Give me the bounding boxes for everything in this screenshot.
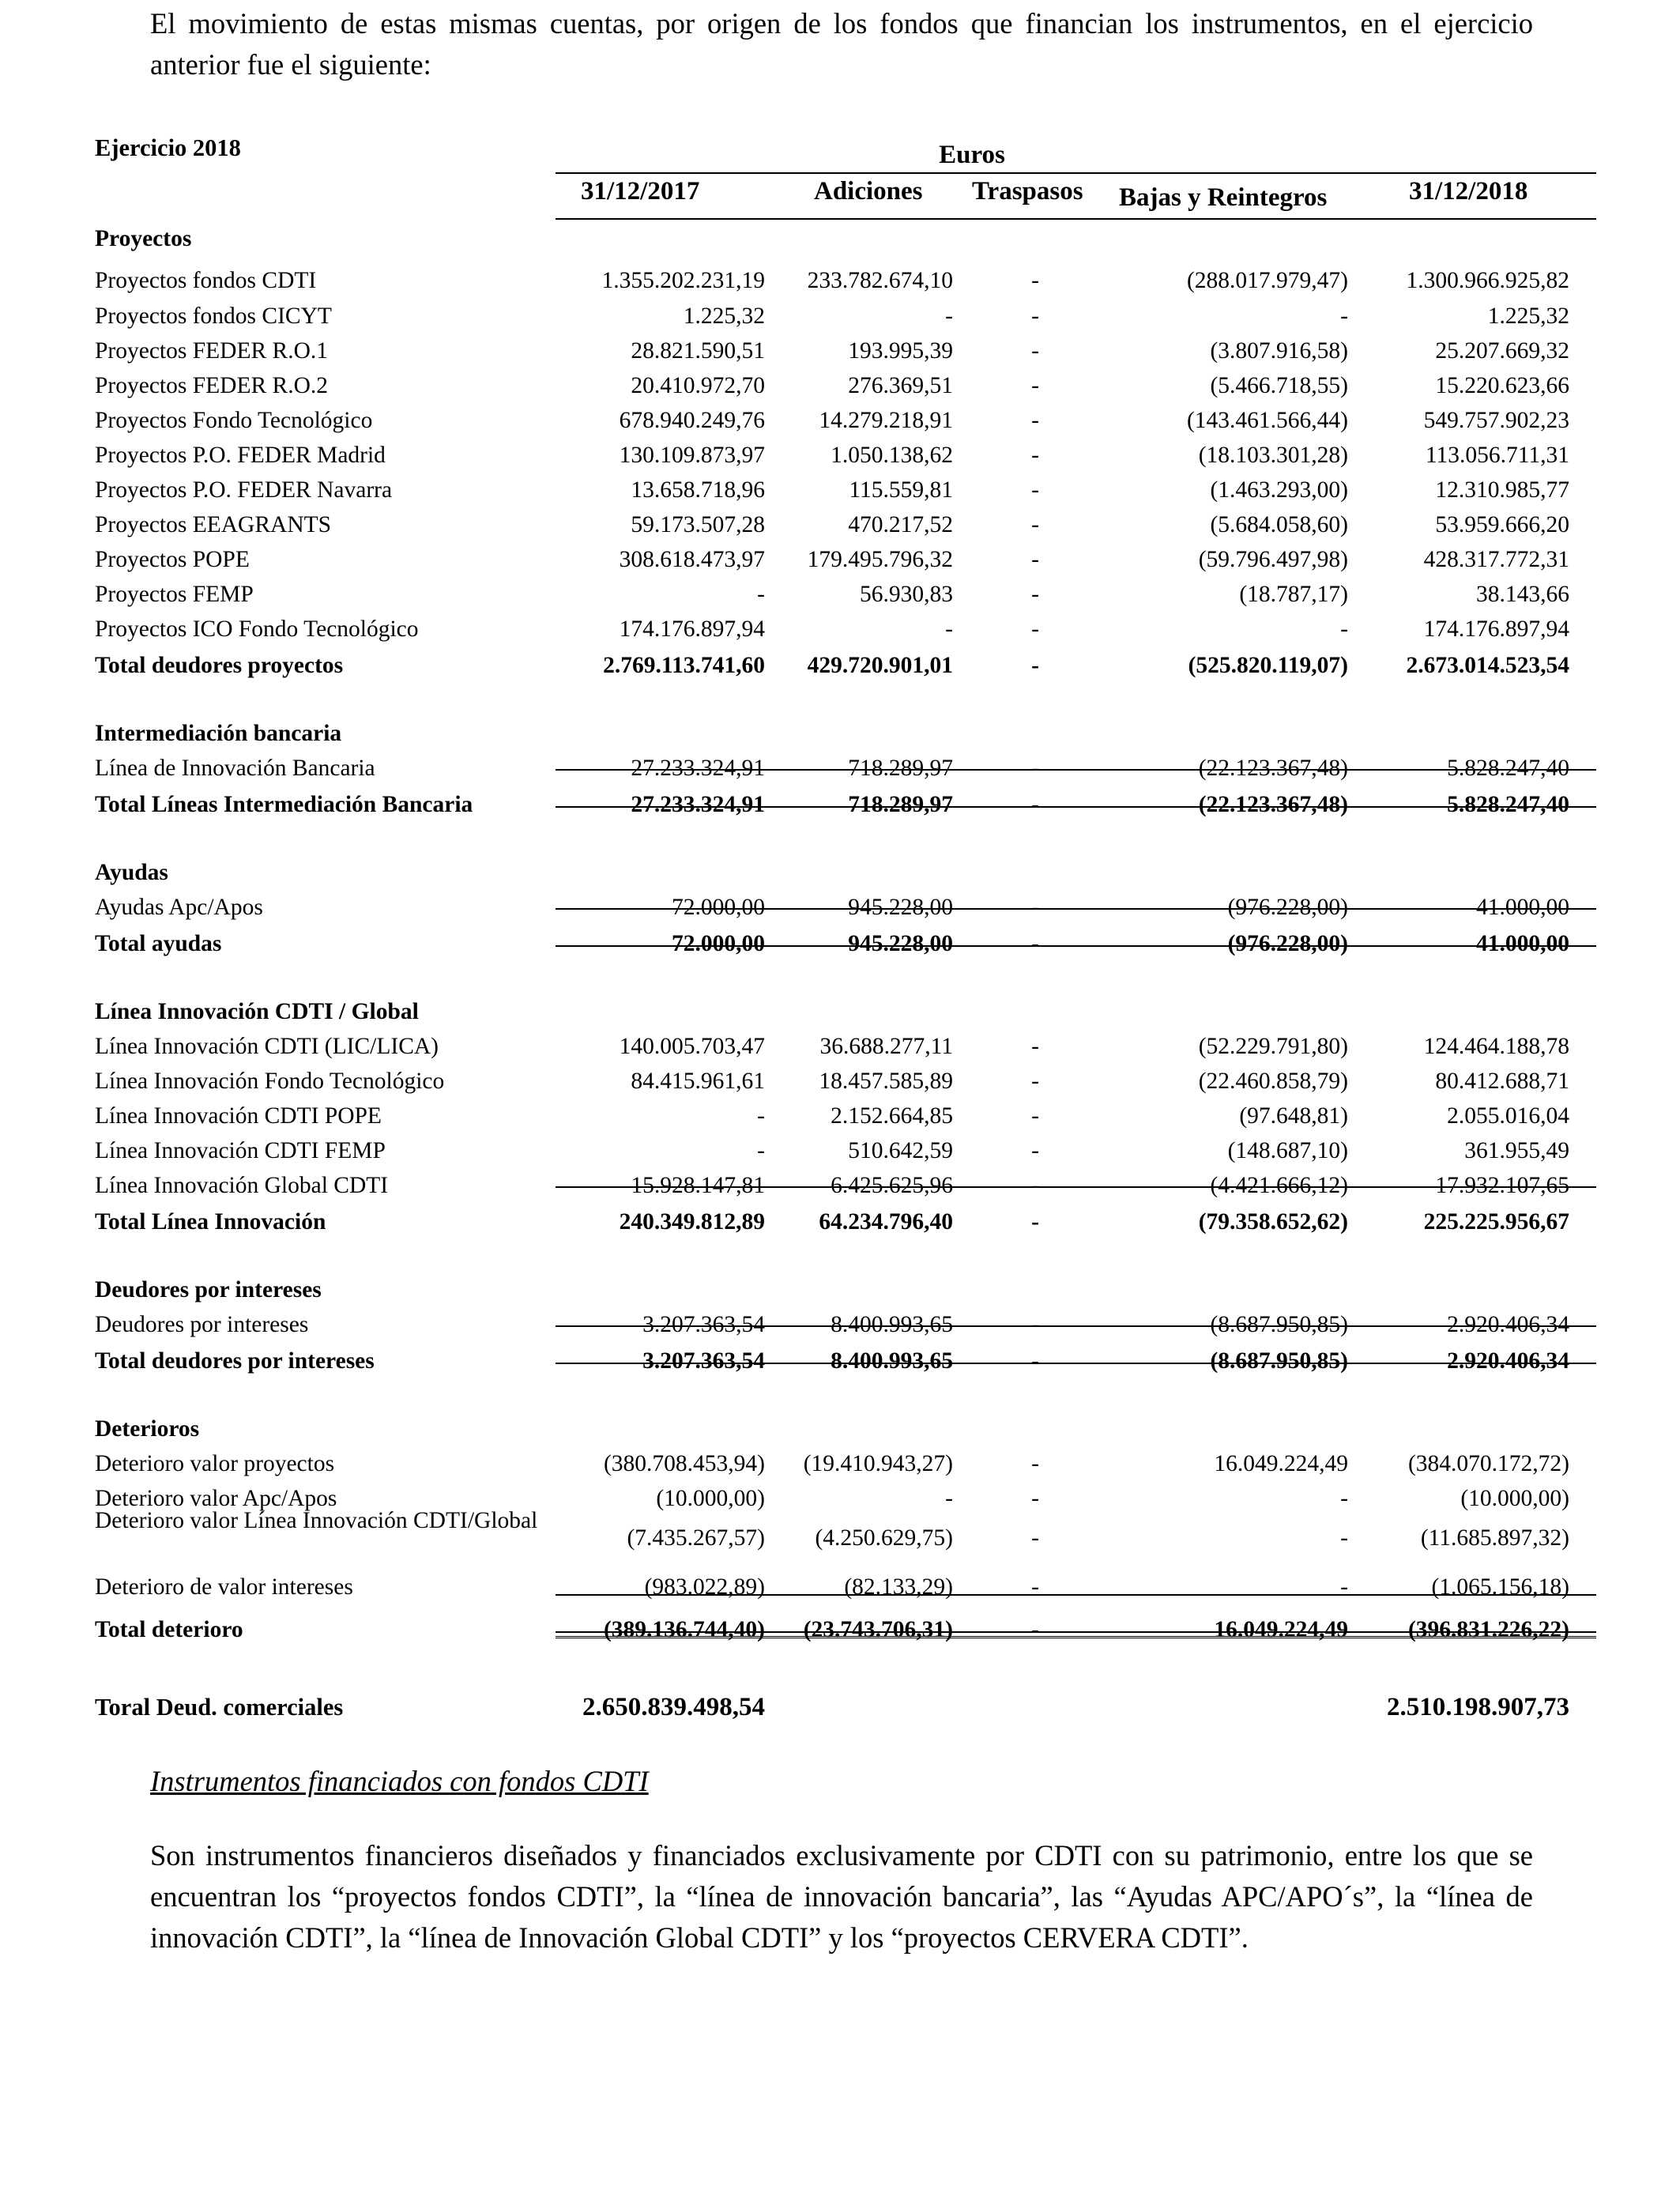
disposals-cell: (18.103.301,28)	[1198, 443, 1348, 468]
total-rule	[556, 1363, 1596, 1364]
disposals-cell: (79.358.652,62)	[1198, 1209, 1348, 1235]
subtotal-rule	[556, 769, 1596, 771]
additions-cell: 14.279.218,91	[819, 408, 953, 433]
additions-cell: 193.995,39	[848, 338, 953, 364]
total-row	[0, 926, 1680, 961]
row-label: Línea Innovación CDTI / Global	[95, 999, 419, 1024]
transfers-cell: -	[1031, 477, 1039, 503]
table-row	[0, 1029, 1680, 1064]
closing-balance-cell: 225.225.956,67	[1423, 1209, 1569, 1235]
table-row	[0, 507, 1680, 542]
additions-cell: 945.228,00	[848, 931, 953, 956]
section-heading	[0, 221, 1680, 256]
additions-cell: 945.228,00	[848, 895, 953, 920]
transfers-cell: -	[1031, 1069, 1039, 1094]
row-label: Proyectos POPE	[95, 547, 250, 572]
transfers-cell: -	[1031, 1034, 1039, 1059]
total-rule	[556, 806, 1596, 808]
transfers-cell: -	[1031, 931, 1039, 956]
section-subtitle: Instrumentos financiados con fondos CDTI	[150, 1765, 649, 1797]
additions-cell: 470.217,52	[848, 512, 953, 537]
opening-balance-cell: 3.207.363,54	[642, 1312, 765, 1337]
closing-balance-cell: 80.412.688,71	[1435, 1069, 1569, 1094]
transfers-cell: -	[1031, 303, 1039, 329]
table-row	[0, 368, 1680, 403]
disposals-cell: (59.796.497,98)	[1198, 547, 1348, 572]
additions-cell: 718.289,97	[848, 792, 953, 817]
opening-balance-cell: 2.769.113.741,60	[603, 653, 765, 678]
disposals-cell: (22.123.367,48)	[1198, 756, 1348, 781]
row-label: Total Líneas Intermediación Bancaria	[95, 792, 473, 817]
additions-cell: (19.410.943,27)	[803, 1451, 953, 1476]
opening-balance-cell: 72.000,00	[672, 931, 765, 956]
table-row	[0, 299, 1680, 334]
row-label: Total deudores por intereses	[95, 1348, 375, 1374]
transfers-cell: -	[1031, 616, 1039, 642]
table-row	[0, 1168, 1680, 1203]
table-row	[0, 1064, 1680, 1099]
transfers-cell: -	[1031, 895, 1039, 920]
closing-balance-cell: 549.757.902,23	[1423, 408, 1569, 433]
table-row	[0, 334, 1680, 368]
opening-balance-cell: 140.005.703,47	[619, 1034, 765, 1059]
row-label: Proyectos EEAGRANTS	[95, 512, 332, 537]
section-heading	[0, 716, 1680, 751]
opening-balance-cell: 308.618.473,97	[619, 547, 765, 572]
row-label: Línea Innovación Fondo Tecnológico	[95, 1069, 445, 1094]
table-row	[0, 1570, 1680, 1604]
disposals-cell: -	[1340, 303, 1348, 329]
opening-balance-cell: -	[757, 1138, 765, 1163]
closing-balance-cell: 2.920.406,34	[1447, 1312, 1569, 1337]
transfers-cell: -	[1031, 792, 1039, 817]
row-label: Proyectos Fondo Tecnológico	[95, 408, 373, 433]
row-label: Deterioro valor Línea Innovación CDTI/Global	[95, 1508, 538, 1533]
disposals-cell: (5.684.058,60)	[1210, 512, 1348, 537]
transfers-cell: -	[1031, 1173, 1039, 1198]
opening-balance-cell: 59.173.507,28	[631, 512, 765, 537]
table-row	[0, 751, 1680, 786]
additions-cell: 718.289,97	[848, 756, 953, 781]
closing-balance-cell: 12.310.985,77	[1435, 477, 1569, 503]
row-label: Total Línea Innovación	[95, 1209, 326, 1235]
additions-cell: (4.250.629,75)	[815, 1525, 953, 1551]
closing-balance-cell: 2.510.198.907,73	[1387, 1693, 1569, 1721]
additions-cell: 18.457.585,89	[819, 1069, 953, 1094]
opening-balance-cell: (7.435.267,57)	[627, 1525, 765, 1551]
disposals-cell: (148.687,10)	[1227, 1138, 1348, 1163]
row-label: Ayudas Apc/Apos	[95, 895, 263, 920]
table-row	[0, 438, 1680, 473]
closing-balance-cell: 174.176.897,94	[1423, 616, 1569, 642]
opening-balance-cell: -	[757, 1103, 765, 1129]
total-rule	[556, 945, 1596, 947]
section-heading	[0, 994, 1680, 1029]
transfers-cell: -	[1031, 512, 1039, 537]
total-row	[0, 1612, 1680, 1647]
opening-balance-cell: (10.000,00)	[656, 1486, 765, 1511]
opening-balance-cell: 130.109.873,97	[619, 443, 765, 468]
additions-cell: 8.400.993,65	[831, 1312, 953, 1337]
total-row	[0, 1344, 1680, 1378]
opening-balance-cell: 678.940.249,76	[619, 408, 765, 433]
additions-cell: 179.495.796,32	[807, 547, 953, 572]
opening-balance-cell: 84.415.961,61	[631, 1069, 765, 1094]
table-row	[0, 577, 1680, 612]
section-heading	[0, 1272, 1680, 1307]
col-header-transfers: Traspasos	[972, 177, 1083, 205]
disposals-cell: 16.049.224,49	[1214, 1617, 1348, 1642]
col-header-additions: Adiciones	[814, 177, 923, 205]
transfers-cell: -	[1031, 443, 1039, 468]
closing-balance-cell: 1.300.966.925,82	[1406, 268, 1569, 293]
row-label: Deterioro valor proyectos	[95, 1451, 335, 1476]
transfers-cell: -	[1031, 1312, 1039, 1337]
closing-balance-cell: 2.920.406,34	[1447, 1348, 1569, 1374]
section-heading	[0, 1412, 1680, 1446]
table-row	[0, 1446, 1680, 1481]
opening-balance-cell: 1.225,32	[683, 303, 765, 329]
closing-balance-cell: 124.464.188,78	[1423, 1034, 1569, 1059]
opening-balance-cell: 72.000,00	[672, 895, 765, 920]
disposals-cell: -	[1340, 1486, 1348, 1511]
closing-balance-cell: 5.828.247,40	[1447, 756, 1569, 781]
closing-balance-cell: (10.000,00)	[1460, 1486, 1569, 1511]
total-row	[0, 787, 1680, 822]
disposals-cell: (288.017.979,47)	[1186, 268, 1348, 293]
row-label: Línea de Innovación Bancaria	[95, 756, 375, 781]
additions-cell: 276.369,51	[848, 373, 953, 398]
disposals-cell: -	[1340, 1574, 1348, 1600]
currency-header: Euros	[939, 141, 1005, 169]
opening-balance-cell: 174.176.897,94	[619, 616, 765, 642]
disposals-cell: (4.421.666,12)	[1210, 1173, 1348, 1198]
disposals-cell: (976.228,00)	[1227, 895, 1348, 920]
transfers-cell: -	[1031, 1574, 1039, 1600]
opening-balance-cell: 20.410.972,70	[631, 373, 765, 398]
transfers-cell: -	[1031, 1138, 1039, 1163]
disposals-cell: (22.460.858,79)	[1198, 1069, 1348, 1094]
row-label: Total ayudas	[95, 931, 222, 956]
opening-balance-cell: (380.708.453,94)	[603, 1451, 765, 1476]
row-label: Proyectos P.O. FEDER Navarra	[95, 477, 393, 503]
disposals-cell: (22.123.367,48)	[1198, 792, 1348, 817]
disposals-cell: (18.787,17)	[1239, 582, 1348, 607]
transfers-cell: -	[1031, 1451, 1039, 1476]
closing-balance-cell: 38.143,66	[1476, 582, 1569, 607]
additions-cell: 429.720.901,01	[807, 653, 953, 678]
transfers-cell: -	[1031, 582, 1039, 607]
row-label: Deudores por intereses	[95, 1312, 309, 1337]
additions-cell: 6.425.625,96	[831, 1173, 953, 1198]
disposals-cell: (143.461.566,44)	[1186, 408, 1348, 433]
additions-cell: 64.234.796,40	[819, 1209, 953, 1235]
closing-balance-cell: 41.000,00	[1476, 931, 1569, 956]
grand-total-row	[0, 1690, 1680, 1725]
subtotal-rule	[556, 1325, 1596, 1327]
opening-balance-cell: 27.233.324,91	[631, 792, 765, 817]
total-rule	[556, 1631, 1596, 1633]
col-header-closing: 31/12/2018	[1409, 177, 1528, 205]
opening-balance-cell: 3.207.363,54	[642, 1348, 765, 1374]
body-paragraph: Son instrumentos financieros diseñados y financiados exclusivamente por CDTI con su patrimonio, entre los que se encuentran los “proyectos fondos CDTI”, la “línea de innovación bancaria”, las “Ayudas APC/APO´s”, la “línea de innovación CDTI”, la “línea de Innovación Global CDTI” y los “proyectos CERVERA CDTI”.	[150, 1839, 1533, 1954]
transfers-cell: -	[1031, 338, 1039, 364]
opening-balance-cell: (983.022,89)	[644, 1574, 765, 1600]
disposals-cell: (1.463.293,00)	[1210, 477, 1348, 503]
transfers-cell: -	[1031, 756, 1039, 781]
opening-balance-cell: 28.821.590,51	[631, 338, 765, 364]
disposals-cell: 16.049.224,49	[1214, 1451, 1348, 1476]
row-label: Proyectos	[95, 226, 192, 251]
table-row	[0, 612, 1680, 647]
row-label: Línea Innovación Global CDTI	[95, 1173, 389, 1198]
additions-cell: -	[945, 616, 953, 642]
table-row	[0, 1133, 1680, 1168]
disposals-cell: (52.229.791,80)	[1198, 1034, 1348, 1059]
disposals-cell: (976.228,00)	[1227, 931, 1348, 956]
row-label: Ayudas	[95, 860, 168, 885]
row-label: Proyectos FEMP	[95, 582, 254, 607]
opening-balance-cell: 15.928.147,81	[631, 1173, 765, 1198]
row-label: Proyectos P.O. FEDER Madrid	[95, 443, 386, 468]
subtotal-rule	[556, 1186, 1596, 1188]
closing-balance-cell: (11.685.897,32)	[1420, 1525, 1569, 1551]
row-label: Total deudores proyectos	[95, 653, 344, 678]
closing-balance-cell: 53.959.666,20	[1435, 512, 1569, 537]
row-label: Toral Deud. comerciales	[95, 1694, 344, 1721]
transfers-cell: -	[1031, 1486, 1039, 1511]
additions-cell: 56.930,83	[860, 582, 953, 607]
table-row	[0, 542, 1680, 577]
additions-cell: 115.559,81	[849, 477, 953, 503]
transfers-cell: -	[1031, 547, 1039, 572]
closing-balance-cell: 15.220.623,66	[1435, 373, 1569, 398]
closing-balance-cell: (396.831.226,22)	[1407, 1617, 1569, 1642]
table-row	[0, 890, 1680, 925]
row-label: Intermediación bancaria	[95, 721, 342, 746]
additions-cell: (82.133,29)	[844, 1574, 953, 1600]
table-row	[0, 1099, 1680, 1133]
additions-cell: -	[945, 1486, 953, 1511]
opening-balance-cell: 240.349.812,89	[619, 1209, 765, 1235]
table-row	[0, 263, 1680, 298]
grand-total-rule	[556, 1636, 1596, 1641]
row-label: Deterioro de valor intereses	[95, 1574, 353, 1600]
col-header-opening: 31/12/2017	[581, 177, 700, 205]
year-label: Ejercicio 2018	[95, 134, 241, 161]
closing-balance-cell: 1.225,32	[1487, 303, 1569, 329]
disposals-cell: (5.466.718,55)	[1210, 373, 1348, 398]
closing-balance-cell: 25.207.669,32	[1435, 338, 1569, 364]
transfers-cell: -	[1031, 1209, 1039, 1235]
row-label: Total deterioro	[95, 1617, 243, 1642]
opening-balance-cell: 2.650.839.498,54	[582, 1693, 765, 1721]
disposals-cell: (525.820.119,07)	[1188, 653, 1348, 678]
intro-paragraph: El movimiento de estas mismas cuentas, por origen de los fondos que financian los instrumentos, en el ejercicio anterior fue el siguiente:	[150, 7, 1533, 81]
opening-balance-cell: 1.355.202.231,19	[601, 268, 765, 293]
additions-cell: (23.743.706,31)	[803, 1617, 953, 1642]
disposals-cell: (3.807.916,58)	[1210, 338, 1348, 364]
additions-cell: 1.050.138,62	[831, 443, 953, 468]
row-label: Línea Innovación CDTI (LIC/LICA)	[95, 1034, 439, 1059]
row-label: Línea Innovación CDTI POPE	[95, 1103, 382, 1129]
row-label: Deterioros	[95, 1416, 200, 1442]
transfers-cell: -	[1031, 653, 1039, 678]
opening-balance-cell: 27.233.324,91	[631, 756, 765, 781]
table-row	[0, 1506, 1680, 1570]
row-label: Línea Innovación CDTI FEMP	[95, 1138, 386, 1163]
additions-cell: 2.152.664,85	[831, 1103, 953, 1129]
col-header-disposals: Bajas y Reintegros	[1119, 183, 1328, 212]
row-label: Deterioro valor Apc/Apos	[95, 1486, 337, 1511]
transfers-cell: -	[1031, 373, 1039, 398]
closing-balance-cell: 41.000,00	[1476, 895, 1569, 920]
row-label: Proyectos FEDER R.O.1	[95, 338, 328, 364]
row-label: Proyectos fondos CDTI	[95, 268, 317, 293]
row-label: Proyectos ICO Fondo Tecnológico	[95, 616, 419, 642]
additions-cell: 8.400.993,65	[831, 1348, 953, 1374]
disposals-cell: (8.687.950,85)	[1210, 1348, 1348, 1374]
transfers-cell: -	[1031, 1348, 1039, 1374]
closing-balance-cell: 361.955,49	[1464, 1138, 1569, 1163]
transfers-cell: -	[1031, 408, 1039, 433]
opening-balance-cell: -	[757, 582, 765, 607]
closing-balance-cell: 2.673.014.523,54	[1406, 653, 1569, 678]
transfers-cell: -	[1031, 268, 1039, 293]
table-row	[0, 473, 1680, 507]
closing-balance-cell: 5.828.247,40	[1447, 792, 1569, 817]
closing-balance-cell: (1.065.156,18)	[1431, 1574, 1569, 1600]
additions-cell: 510.642,59	[848, 1138, 953, 1163]
additions-cell: 36.688.277,11	[819, 1034, 953, 1059]
closing-balance-cell: 428.317.772,31	[1423, 547, 1569, 572]
row-label: Deudores por intereses	[95, 1277, 322, 1302]
closing-balance-cell: (384.070.172,72)	[1407, 1451, 1569, 1476]
additions-cell: -	[945, 303, 953, 329]
row-label: Proyectos FEDER R.O.2	[95, 373, 328, 398]
disposals-cell: -	[1340, 616, 1348, 642]
row-label: Proyectos fondos CICYT	[95, 303, 332, 329]
disposals-cell: -	[1340, 1525, 1348, 1551]
disposals-cell: (97.648,81)	[1239, 1103, 1348, 1129]
opening-balance-cell: 13.658.718,96	[631, 477, 765, 503]
section-heading	[0, 855, 1680, 890]
total-row	[0, 1204, 1680, 1239]
opening-balance-cell: (389.136.744,40)	[603, 1617, 765, 1642]
subtotal-rule	[556, 908, 1596, 910]
subtotal-rule	[556, 1594, 1596, 1596]
closing-balance-cell: 113.056.711,31	[1425, 443, 1569, 468]
disposals-cell: (8.687.950,85)	[1210, 1312, 1348, 1337]
closing-balance-cell: 17.932.107,65	[1435, 1173, 1569, 1198]
closing-balance-cell: 2.055.016,04	[1447, 1103, 1569, 1129]
total-row	[0, 648, 1680, 683]
table-row	[0, 1307, 1680, 1342]
additions-cell: 233.782.674,10	[807, 268, 953, 293]
transfers-cell: -	[1031, 1617, 1039, 1642]
transfers-cell: -	[1031, 1525, 1039, 1551]
table-row	[0, 403, 1680, 438]
transfers-cell: -	[1031, 1103, 1039, 1129]
